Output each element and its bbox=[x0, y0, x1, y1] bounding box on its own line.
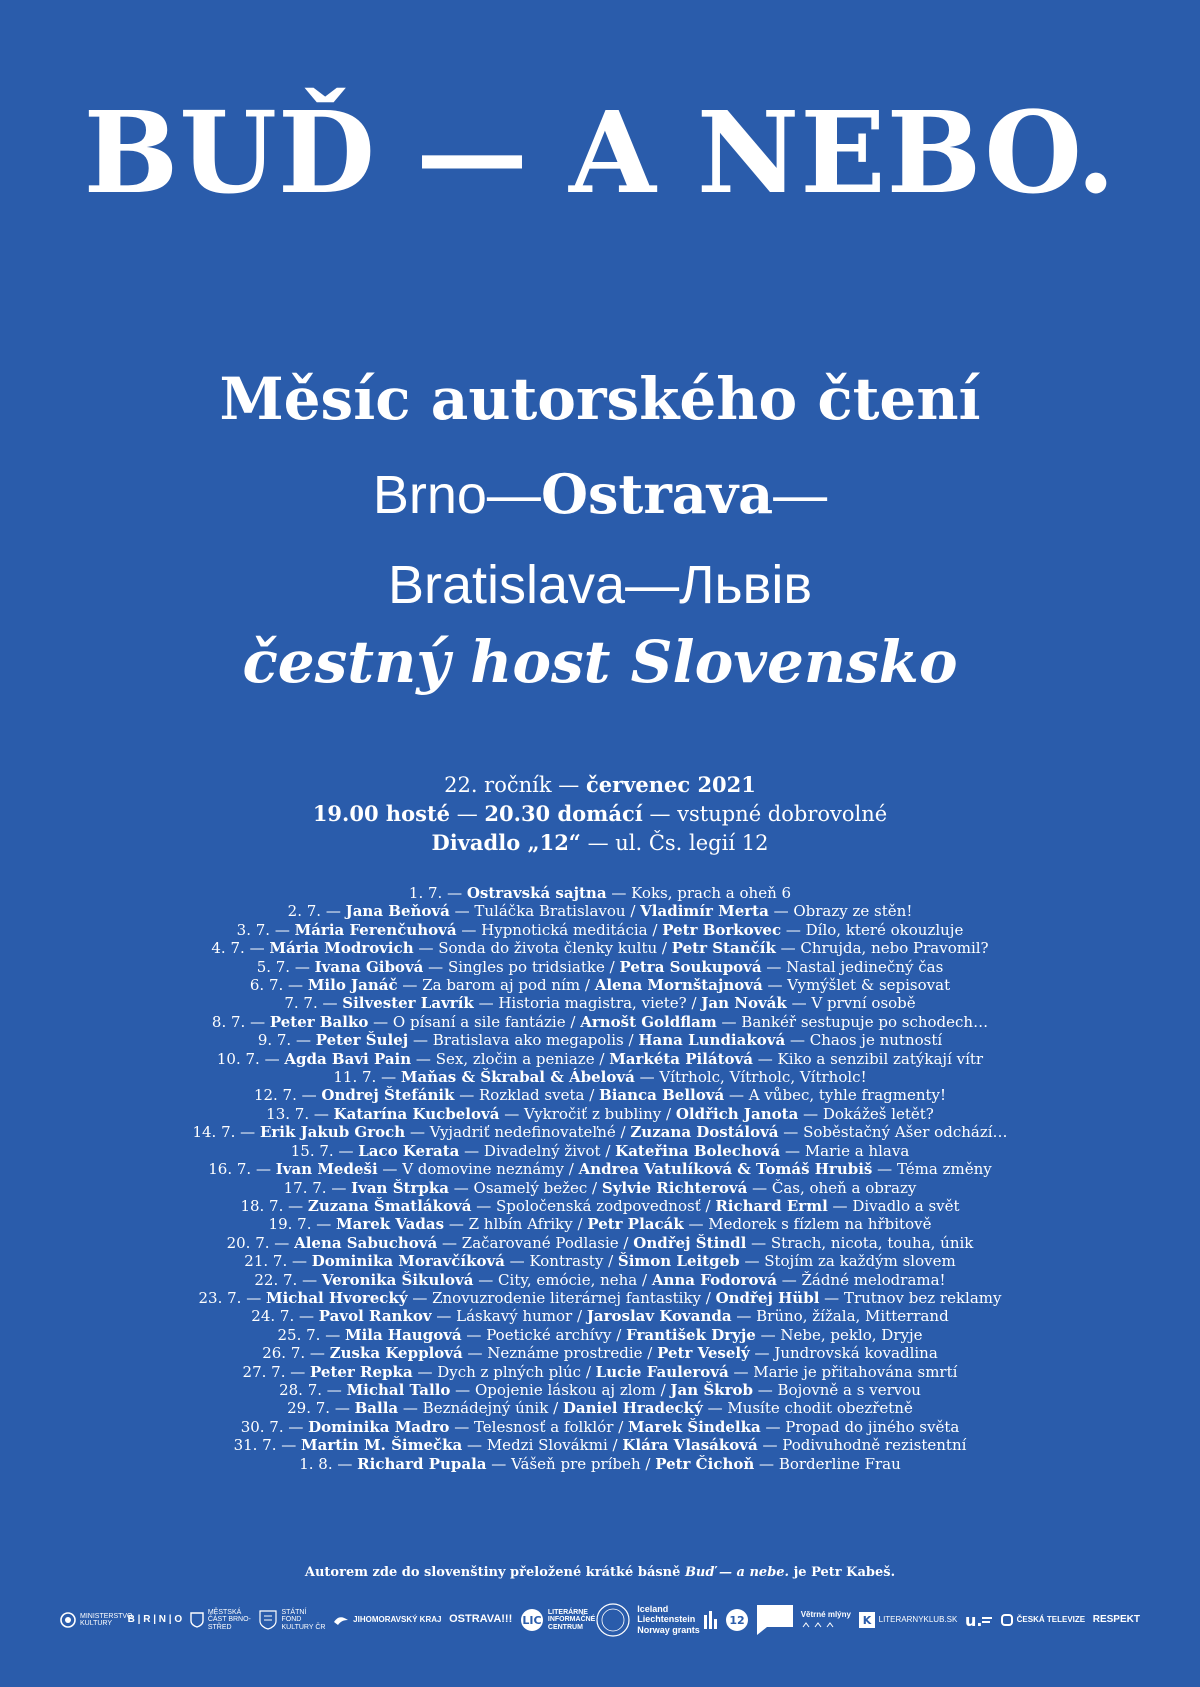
reading-title: Vykročiť z bubliny bbox=[523, 1104, 662, 1123]
author-name: Katarína Kucbelová bbox=[333, 1104, 500, 1123]
schedule-row: 28. 7. — Michal Tallo — Opojenie láskou aj zlom / Jan Škrob — Bojovně a s vervou bbox=[279, 1380, 921, 1399]
reading-title: Divadelný život bbox=[483, 1141, 601, 1160]
schedule-date: 18. 7. bbox=[240, 1196, 284, 1215]
author-name: Erik Jakub Groch bbox=[259, 1123, 406, 1142]
reading-title: Brüno, žížala, Mitterrand bbox=[756, 1307, 949, 1326]
schedule-list bbox=[0, 884, 1200, 1473]
district-crest-icon bbox=[190, 1612, 204, 1628]
reading-title: V domovine neznámy bbox=[402, 1160, 565, 1179]
schedule-date: 1. 7. bbox=[408, 884, 443, 902]
venue-address: — ul. Čs. legií 12 bbox=[580, 831, 769, 855]
schedule-date: 4. 7. bbox=[211, 939, 245, 958]
logo-ostrava: OSTRAVA!!! bbox=[449, 1613, 513, 1626]
schedule-row: 6. 7. — Milo Janáč — Za barom aj pod ním / Alena Mornštajnová — Vymýšlet & sepisovat bbox=[249, 976, 951, 995]
author-name: Petr Borkovec bbox=[662, 920, 782, 939]
credit-a: Autorem zde do slovenštiny přeložené krátké básně bbox=[304, 1565, 685, 1580]
author-name: Milo Janáč bbox=[307, 976, 398, 995]
edition-text: 22. ročník — bbox=[444, 773, 586, 797]
reading-title: Medzi Slovákmi bbox=[486, 1436, 608, 1455]
author-name: Jan Novák bbox=[701, 994, 787, 1013]
reading-title: Vymýšlet & sepisovat bbox=[787, 976, 951, 995]
reading-title: V první osobě bbox=[811, 994, 916, 1013]
author-name: Ondrej Štefánik bbox=[321, 1086, 455, 1105]
time-guests: 19.00 hosté bbox=[312, 801, 451, 826]
schedule-row: 5. 7. — Ivana Gibová — Singles po tridsiatke / Petra Soukupová — Nastal jedinečný čas bbox=[256, 957, 944, 976]
author-name: Agda Bavi Pain bbox=[284, 1049, 412, 1068]
reading-title: City, emócie, neha bbox=[498, 1270, 638, 1289]
reading-title: Osamelý bežec bbox=[473, 1178, 588, 1197]
city-ostrava: Ostrava bbox=[540, 462, 774, 526]
credit-line bbox=[0, 1565, 1200, 1580]
logo-iceland-liechtenstein-norway-grants: Iceland Liechtenstein Norway grants bbox=[637, 1605, 718, 1635]
logo-ministerstvo-kultury: MINISTERSTVO KULTURY bbox=[60, 1612, 120, 1628]
schedule-row: 4. 7. — Mária Modrovich — Sonda do života členky kultu / Petr Stančík — Chrujda, nebo Pravomil? bbox=[211, 939, 989, 958]
reading-title: Dych z plných plúc bbox=[437, 1362, 582, 1381]
schedule-row: 11. 7. — Maňas & Škrabal & Ábelová — Vítrholc, Vítrholc, Vítrholc! bbox=[333, 1068, 867, 1087]
reading-title: Podivuhodně rezistentní bbox=[782, 1436, 967, 1455]
author-name: Marek Šindelka bbox=[628, 1417, 761, 1436]
reading-title: Bratislava ako megapolis bbox=[432, 1031, 624, 1050]
region-bird-icon bbox=[333, 1614, 349, 1626]
ministry-emblem-icon bbox=[60, 1612, 76, 1628]
reading-title: Neznáme prostredie bbox=[487, 1344, 643, 1363]
schedule-row: 1. 7. — Ostravská sajtna — Koks, prach a oheň 6 bbox=[408, 884, 792, 902]
schedule-row: 23. 7. — Michal Hvorecký — Znovuzrodenie literárnej fantastiky / Ondřej Hübl — Trutnov bez reklamy bbox=[198, 1288, 1002, 1307]
logo-respekt: RESPEKT bbox=[1092, 1613, 1140, 1625]
logo-jihomoravsky-kraj: JIHOMORAVSKÝ KRAJ bbox=[333, 1614, 441, 1626]
schedule-row: 13. 7. — Katarína Kucbelová — Vykročiť z bubliny / Oldřich Janota — Dokážeš letět? bbox=[266, 1104, 934, 1123]
author-name: Lucie Faulerová bbox=[595, 1362, 729, 1381]
schedule-row: 22. 7. — Veronika Šikulová — City, emócie, neha / Anna Fodorová — Žádné melodrama! bbox=[254, 1270, 946, 1289]
schedule-date: 6. 7. bbox=[249, 976, 284, 995]
reading-title: Nebe, peklo, Dryje bbox=[780, 1325, 923, 1344]
reading-title: Vítrholc, Vítrholc, Vítrholc! bbox=[659, 1068, 867, 1087]
schedule-date: 3. 7. bbox=[236, 920, 271, 939]
reading-title: Opojenie láskou aj zlom bbox=[474, 1380, 656, 1399]
logo-brno: B | R | N | O bbox=[127, 1613, 183, 1625]
reading-title: Historia magistra, viete? bbox=[498, 994, 687, 1013]
reading-title: Sonda do života členky kultu bbox=[438, 939, 658, 958]
reading-title: Telesnosť a folklór bbox=[473, 1417, 614, 1436]
schedule-date: 30. 7. bbox=[240, 1417, 284, 1436]
reading-title: Téma změny bbox=[896, 1160, 992, 1179]
schedule-row: 25. 7. — Mila Haugová — Poetické archívy / František Dryje — Nebe, peklo, Dryje bbox=[277, 1325, 923, 1344]
schedule-date: 2. 7. bbox=[287, 902, 322, 921]
schedule-date: 16. 7. bbox=[208, 1160, 252, 1179]
author-name: Pavol Rankov bbox=[318, 1307, 432, 1326]
schedule-date: 14. 7. bbox=[192, 1123, 236, 1142]
author-name: Anna Fodorová bbox=[651, 1270, 777, 1289]
svg-text:lic: lic bbox=[522, 1614, 542, 1627]
schedule-row: 26. 7. — Zuska Kepplová — Neznáme prostredie / Petr Veselý — Jundrovská kovadlina bbox=[262, 1344, 938, 1363]
reading-title: O písaní a sile fantázie bbox=[392, 1012, 566, 1031]
schedule-row: 9. 7. — Peter Šulej — Bratislava ako megapolis / Hana Lundiaková — Chaos je nutností bbox=[257, 1031, 943, 1050]
reading-title: Čas, oheň a obrazy bbox=[771, 1178, 917, 1197]
k-box-icon bbox=[859, 1612, 875, 1628]
author-name: Peter Repka bbox=[310, 1362, 413, 1381]
reading-title: Vášeň pre príbeh bbox=[511, 1454, 641, 1473]
schedule-date: 20. 7. bbox=[226, 1233, 270, 1252]
schedule-row: 14. 7. — Erik Jakub Groch — Vyjadriť nedefinovateľné / Zuzana Dostálová — Soběstačný Ašer odchází… bbox=[192, 1123, 1008, 1142]
schedule-date: 17. 7. bbox=[283, 1178, 327, 1197]
windmill-icon bbox=[801, 1621, 837, 1629]
reading-title: Singles po tridsiatke bbox=[447, 957, 605, 976]
author-name: Dominika Madro bbox=[308, 1417, 450, 1436]
divadlo-12-icon bbox=[725, 1608, 749, 1632]
reading-title: Trutnov bez reklamy bbox=[843, 1288, 1002, 1307]
author-name: Petr Stančík bbox=[671, 939, 776, 958]
reading-title: Poetické archívy bbox=[486, 1325, 612, 1344]
reading-title: Začarované Podlasie bbox=[461, 1233, 619, 1252]
author-name: Jaroslav Kovanda bbox=[586, 1307, 732, 1326]
author-name: Peter Šulej bbox=[315, 1031, 409, 1050]
author-name: Sylvie Richterová bbox=[601, 1178, 748, 1197]
reading-title: Divadlo a svět bbox=[852, 1196, 960, 1215]
author-name: Ostravská sajtna bbox=[466, 884, 607, 902]
author-name: Richard Pupala bbox=[357, 1454, 487, 1473]
schedule-date: 8. 7. bbox=[211, 1012, 246, 1031]
reading-title: Za barom aj pod ním bbox=[422, 976, 581, 995]
author-name: Arnošt Goldflam bbox=[580, 1012, 717, 1031]
schedule-row: 30. 7. — Dominika Madro — Telesnosť a folklór / Marek Šindelka — Propad do jiného světa bbox=[240, 1417, 960, 1436]
author-name: Zuzana Šmatláková bbox=[307, 1196, 472, 1215]
schedule-row: 24. 7. — Pavol Rankov — Láskavý humor / Jaroslav Kovanda — Brüno, žížala, Mitterrand bbox=[251, 1307, 949, 1326]
city-dash: — bbox=[773, 465, 828, 525]
reading-title: Bojovně a s vervou bbox=[777, 1380, 921, 1399]
schedule-row: 20. 7. — Alena Sabuchová — Začarované Podlasie / Ondřej Štindl — Strach, nicota, touha, únik bbox=[226, 1233, 974, 1252]
author-name: Laco Kerata bbox=[358, 1141, 460, 1160]
poster-title: BUĎ — A NEBO. bbox=[83, 88, 1117, 219]
schedule-row: 16. 7. — Ivan Medeši — V domovine neznámy / Andrea Vatulíková & Tomáš Hrubiš — Téma změny bbox=[208, 1160, 992, 1179]
flag-logo-icon bbox=[757, 1605, 793, 1635]
reading-title: Strach, nicota, touha, únik bbox=[770, 1233, 974, 1252]
ct-icon bbox=[1001, 1614, 1013, 1626]
schedule-row: 29. 7. — Balla — Beznádejný únik / Daniel Hradecký — Musíte chodit obezřetně bbox=[287, 1399, 913, 1418]
reading-title: Soběstačný Ašer odchází… bbox=[803, 1123, 1008, 1142]
author-name: Dominika Moravčíková bbox=[311, 1252, 505, 1271]
reading-title: Bankéř sestupuje po schodech… bbox=[741, 1012, 989, 1031]
author-name: Silvester Lavrík bbox=[342, 994, 474, 1013]
author-name: Andrea Vatulíková & Tomáš Hrubiš bbox=[578, 1160, 873, 1179]
info-venue bbox=[0, 832, 1200, 854]
author-name: Jan Škrob bbox=[670, 1380, 753, 1399]
time-home: 20.30 domácí bbox=[484, 801, 643, 826]
entry-text: — vstupné dobrovolné bbox=[642, 802, 888, 826]
lic-emblem-icon bbox=[520, 1608, 544, 1632]
reading-title: Medorek s fízlem na hřbitově bbox=[708, 1215, 932, 1234]
reading-title: Beznádejný únik bbox=[422, 1399, 549, 1418]
schedule-row: 1. 8. — Richard Pupala — Vášeň pre príbeh / Petr Čichoň — Borderline Frau bbox=[299, 1454, 901, 1473]
author-name: Mária Ferenčuhová bbox=[294, 920, 457, 939]
schedule-date: 29. 7. bbox=[287, 1399, 331, 1418]
schedule-row: 15. 7. — Laco Kerata — Divadelný život / Kateřina Bolechová — Marie a hlava bbox=[290, 1141, 910, 1160]
author-name: Ivan Medeši bbox=[275, 1160, 378, 1179]
cities-line-2: Bratislava—Львів bbox=[387, 555, 813, 615]
schedule-date: 9. 7. bbox=[257, 1031, 292, 1050]
author-name: Alena Mornštajnová bbox=[594, 976, 763, 995]
author-name: Kateřina Bolechová bbox=[615, 1141, 781, 1160]
reading-title: Spoločenská zodpovednosť bbox=[496, 1196, 701, 1215]
author-name: Michal Hvorecký bbox=[265, 1288, 408, 1307]
schedule-row: 8. 7. — Peter Balko — O písaní a sile fantázie / Arnošt Goldflam — Bankéř sestupuje po schodech… bbox=[211, 1012, 989, 1031]
reading-title: Sex, zločin a peniaze bbox=[435, 1049, 595, 1068]
reading-title: Chrujda, nebo Pravomil? bbox=[800, 939, 989, 958]
reading-title: Borderline Frau bbox=[778, 1454, 901, 1473]
schedule-date: 11. 7. bbox=[333, 1068, 377, 1087]
author-name: Veronika Šikulová bbox=[321, 1270, 474, 1289]
author-name: Martin M. Šimečka bbox=[301, 1436, 463, 1455]
grants-bars-icon bbox=[704, 1611, 718, 1629]
credit-c: je Petr Kabeš. bbox=[789, 1565, 896, 1580]
author-name: Ivan Štrpka bbox=[351, 1178, 449, 1197]
reading-title: Hypnotická meditácia bbox=[481, 920, 648, 939]
schedule-row: 17. 7. — Ivan Štrpka — Osamelý bežec / Sylvie Richterová — Čas, oheň a obrazy bbox=[283, 1178, 917, 1197]
author-name: Marek Vadas bbox=[336, 1215, 445, 1234]
author-name: Ondřej Štindl bbox=[633, 1233, 747, 1252]
reading-title: Žádné melodrama! bbox=[801, 1270, 946, 1289]
schedule-row: 21. 7. — Dominika Moravčíková — Kontrasty / Šimon Leitgeb — Stojím za každým slovem bbox=[244, 1252, 956, 1271]
reading-title: Musíte chodit obezřetně bbox=[727, 1399, 913, 1418]
schedule-row: 3. 7. — Mária Ferenčuhová — Hypnotická meditácia / Petr Borkovec — Dílo, které okouzluje bbox=[236, 920, 964, 939]
reading-title: Chaos je nutností bbox=[809, 1031, 943, 1050]
schedule-date: 21. 7. bbox=[244, 1252, 288, 1271]
reading-title: Kiko a senzibil zatýkají vítr bbox=[777, 1049, 984, 1068]
reading-title: Rozklad sveta bbox=[479, 1086, 585, 1105]
author-name: Oldřich Janota bbox=[675, 1104, 799, 1123]
reading-title: Dokážeš letět? bbox=[822, 1104, 934, 1123]
author-name: Hana Lundiaková bbox=[638, 1031, 786, 1050]
edition-month: červenec 2021 bbox=[585, 772, 756, 797]
reading-title: Znovuzrodenie literárnej fantastiky bbox=[432, 1288, 701, 1307]
schedule-date: 28. 7. bbox=[279, 1380, 323, 1399]
author-name: Balla bbox=[354, 1399, 399, 1418]
author-name: Petra Soukupová bbox=[619, 957, 762, 976]
seal-icon bbox=[596, 1603, 630, 1637]
reading-title: Nastal jedinečný čas bbox=[786, 957, 944, 976]
schedule-date: 27. 7. bbox=[242, 1362, 286, 1381]
schedule-date: 5. 7. bbox=[256, 957, 291, 976]
author-name: Alena Sabuchová bbox=[294, 1233, 438, 1252]
reading-title: Jundrovská kovadlina bbox=[774, 1344, 938, 1363]
reading-title: Z hlbín Afriky bbox=[468, 1215, 573, 1234]
logo-vetrne-mlyny: Větrné mlýny bbox=[801, 1611, 851, 1628]
schedule-date: 19. 7. bbox=[268, 1215, 312, 1234]
author-name: Maňas & Škrabal & Ábelová bbox=[400, 1068, 635, 1087]
author-name: Markéta Pilátová bbox=[609, 1049, 753, 1068]
cities-line-1 bbox=[0, 462, 1200, 526]
schedule-row: 2. 7. — Jana Beňová — Tuláčka Bratislavou / Vladimír Merta — Obrazy ze stěn! bbox=[287, 902, 913, 921]
sfk-crest-icon bbox=[259, 1610, 277, 1630]
svg-text:12: 12 bbox=[729, 1614, 746, 1627]
author-name: Petr Placák bbox=[587, 1215, 684, 1234]
schedule-date: 10. 7. bbox=[216, 1049, 260, 1068]
info-times bbox=[0, 803, 1200, 825]
author-name: František Dryje bbox=[626, 1325, 756, 1344]
u-logo-icon bbox=[965, 1611, 993, 1629]
schedule-date: 13. 7. bbox=[266, 1104, 310, 1123]
reading-title: Dílo, které okouzluje bbox=[805, 920, 964, 939]
schedule-date: 23. 7. bbox=[198, 1288, 242, 1307]
schedule-row: 31. 7. — Martin M. Šimečka — Medzi Slovákmi / Klára Vlasáková — Podivuhodně rezistentní bbox=[233, 1436, 967, 1455]
author-name: Ivana Gibová bbox=[314, 957, 424, 976]
author-name: Mária Modrovich bbox=[269, 939, 414, 958]
info-edition bbox=[0, 774, 1200, 796]
author-name: Petr Veselý bbox=[657, 1344, 750, 1363]
schedule-date: 26. 7. bbox=[262, 1344, 306, 1363]
logo-lic: LIC LITERÁRNE INFORMAČNÉ CENTRUM bbox=[520, 1608, 588, 1632]
logo-literarny-klub: K LITERARNYKLUB.SK bbox=[859, 1612, 958, 1628]
schedule-row: 12. 7. — Ondrej Štefánik — Rozklad sveta / Bianca Bellová — A vůbec, tyhle fragmenty! bbox=[253, 1086, 947, 1105]
poster-subtitle: Měsíc autorského čtení bbox=[219, 365, 981, 433]
author-name: Michal Tallo bbox=[346, 1380, 451, 1399]
schedule-row: 10. 7. — Agda Bavi Pain — Sex, zločin a peniaze / Markéta Pilátová — Kiko a senzibil zatýkají vítr bbox=[216, 1049, 984, 1068]
schedule-row: 27. 7. — Peter Repka — Dych z plných plúc / Lucie Faulerová — Marie je přitahována smrtí bbox=[242, 1362, 958, 1381]
author-name: Daniel Hradecký bbox=[562, 1399, 703, 1418]
schedule-date: 25. 7. bbox=[277, 1325, 321, 1344]
author-name: Mila Haugová bbox=[344, 1325, 462, 1344]
reading-title: Obrazy ze stěn! bbox=[793, 902, 913, 921]
reading-title: Koks, prach a oheň 6 bbox=[631, 884, 792, 902]
schedule-date: 7. 7. bbox=[284, 994, 318, 1013]
reading-title: Vyjadriť nedefinovateľné bbox=[429, 1123, 616, 1142]
reading-title: A vůbec, tyhle fragmenty! bbox=[748, 1086, 947, 1105]
svg-text:k: k bbox=[862, 1614, 871, 1627]
author-name: Šimon Leitgeb bbox=[617, 1252, 740, 1271]
logo-mc-brno-stred: MĚSTSKÁ ČÁST BRNO-STŘED bbox=[190, 1609, 252, 1631]
author-name: Bianca Bellová bbox=[599, 1086, 725, 1105]
reading-title: Stojím za každým slovem bbox=[764, 1252, 956, 1271]
reading-title: Marie a hlava bbox=[804, 1141, 910, 1160]
logo-sfk: STÁTNÍ FOND KULTURY ČR bbox=[259, 1609, 325, 1631]
reading-title: Propad do jiného světa bbox=[785, 1417, 960, 1436]
svg-text:u.: u. bbox=[964, 1611, 983, 1629]
times-sep: — bbox=[450, 802, 485, 826]
logo-ceska-televize: ČESKÁ TELEVIZE bbox=[1001, 1614, 1085, 1626]
reading-title: Marie je přitahována smrtí bbox=[753, 1362, 958, 1381]
sponsor-logos bbox=[60, 1598, 1140, 1642]
schedule-date: 22. 7. bbox=[254, 1270, 298, 1289]
schedule-date: 24. 7. bbox=[251, 1307, 295, 1326]
schedule-date: 1. 8. bbox=[299, 1454, 333, 1473]
schedule-row: 19. 7. — Marek Vadas — Z hlbín Afriky / Petr Placák — Medorek s fízlem na hřbitově bbox=[268, 1215, 932, 1234]
schedule-date: 12. 7. bbox=[253, 1086, 297, 1105]
guest-of-honor: čestný host Slovensko bbox=[242, 628, 958, 696]
author-name: Zuzana Dostálová bbox=[630, 1123, 779, 1142]
author-name: Petr Čichoň bbox=[655, 1454, 755, 1473]
author-name: Zuska Kepplová bbox=[329, 1344, 463, 1363]
schedule-row: 18. 7. — Zuzana Šmatláková — Spoločenská zodpovednosť / Richard Erml — Divadlo a svět bbox=[240, 1196, 960, 1215]
schedule-date: 31. 7. bbox=[233, 1436, 277, 1455]
author-name: Vladimír Merta bbox=[640, 902, 769, 921]
author-name: Jana Beňová bbox=[345, 902, 450, 921]
author-name: Ondřej Hübl bbox=[715, 1288, 820, 1307]
reading-title: Láskavý humor bbox=[456, 1307, 573, 1326]
venue-name: Divadlo „12“ bbox=[431, 830, 581, 855]
author-name: Richard Erml bbox=[715, 1196, 828, 1215]
reading-title: Kontrasty bbox=[529, 1252, 604, 1271]
schedule-row: 7. 7. — Silvester Lavrík — Historia magistra, viete? / Jan Novák — V první osobě bbox=[284, 994, 916, 1013]
schedule-date: 15. 7. bbox=[290, 1141, 334, 1160]
credit-poem: Buď — a nebe. bbox=[684, 1565, 790, 1580]
author-name: Klára Vlasáková bbox=[622, 1436, 758, 1455]
reading-title: Tuláčka Bratislavou bbox=[474, 902, 626, 921]
author-name: Peter Balko bbox=[269, 1012, 369, 1031]
city-brno: Brno— bbox=[372, 465, 541, 525]
